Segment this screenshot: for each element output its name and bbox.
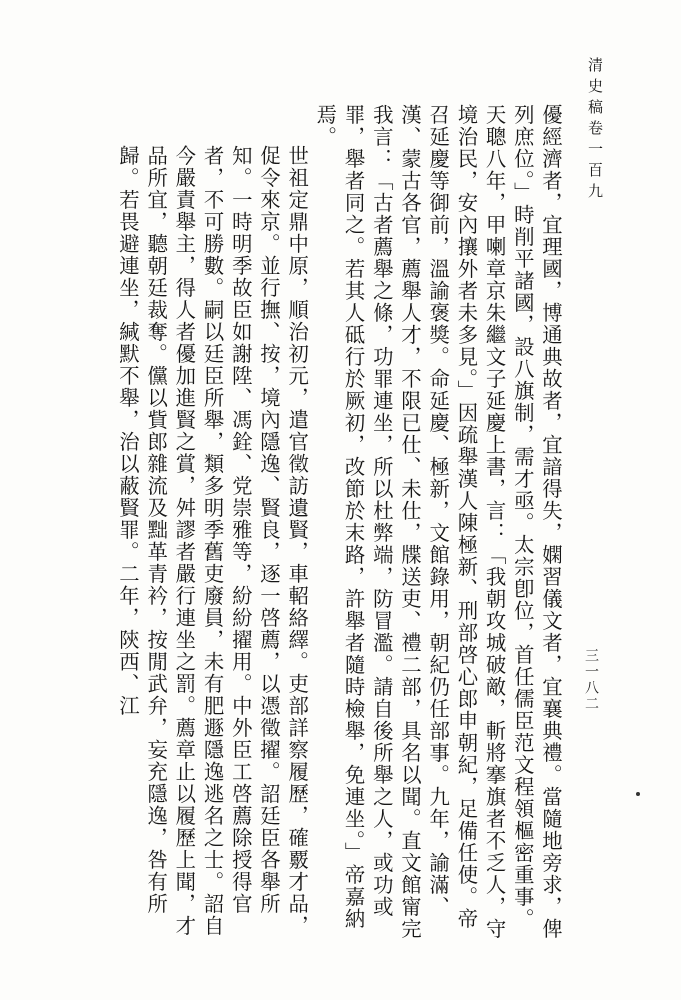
paragraph-1: 優經濟者，宜理國，博通典故者，宜諳得失，嫻習儀文者，宜襄典禮。當隨地旁求，俾列庶位。」時削平諸國，設八旗制，需才亟。太宗卽位，首任儒臣范文程領樞密重事。天聰八年，甲喇章京朱繼文子延慶上書，言：「我朝攻城破敵，斬將搴旗者不乏人，守境治民，安內攘外者未多見。」因疏舉漢人陳極新、刑部啓心郎申朝紀，足備任使。帝召延慶等御前，溫諭褒獎。命延慶、極新，文館錄用，朝紀仍任部事。九年，諭滿、漢、蒙古各官，薦舉人才，不限已仕、未仕，牒送吏、禮二部，具名以聞。直文館甯完我言：「古者薦舉之條，功罪連坐，所以杜弊端，防冒濫。請自後所舉之人，或功或罪，舉者同之。若其人砥行於厥初，改節於末路，許舉者隨時檢舉，免連坐。」帝嘉納焉。 xyxy=(313,104,563,940)
running-header-title: 清史稿卷一百九 xyxy=(586,57,604,204)
body-text xyxy=(95,104,565,944)
paragraph-2: 世祖定鼎中原，順治初元，遣官徵訪遺賢，車軺絡繹。吏部詳察履歷，確覈才品，促令來京。並行撫、按，境內隱逸、賢良，逐一啓薦，以憑徵擢。詔廷臣各舉所知。一時明季故臣如謝陞、馮銓、党崇雅等，紛紛擢用。中外臣工啓薦除授得官者，不可勝數。嗣以廷臣所舉，類多明季舊吏廢員，未有肥遯隱逸逃名之士。詔自今嚴責舉主，得人者優加進賢之賞，舛謬者嚴行連坐之罰。薦章止以履歷上聞，才品所宜，聽朝廷裁奪。儻以貲郎雜流及黜革青衿，按閒武弁，妄充隱逸，咎有所歸。若畏避連坐，緘默不舉，治以蔽賢罪。二年，陝西、江 xyxy=(115,144,310,937)
page-number: 三一八二 xyxy=(583,648,599,712)
margin-dot xyxy=(636,792,640,796)
